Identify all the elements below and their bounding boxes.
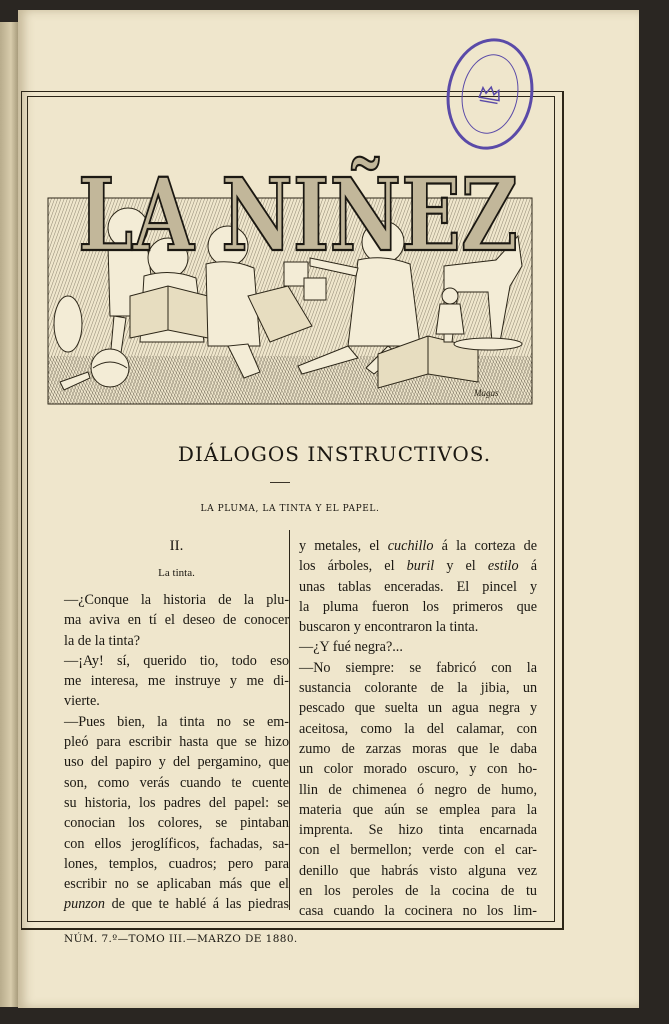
section-heading: La tinta.: [158, 567, 195, 579]
text-line: con ellos jeroglíficos, fachadas, sa-: [64, 835, 289, 852]
issue-footer: NÚM. 7.º—TOMO III.—MARZO DE 1880.: [64, 933, 298, 945]
text-line: buscaron y encontraron la tinta.: [299, 619, 479, 636]
text-line: —¡Ay! sí, querido tio, todo eso: [64, 652, 290, 669]
text-line: zumo de zarzas moras que le daba: [299, 740, 538, 757]
text-line: uso del papiro y del pergamino, que: [64, 754, 290, 771]
text-line: aceitosa, como la del calamar, con: [299, 720, 538, 737]
text-line: un color morado oscuro, y con ho-: [299, 761, 538, 778]
column-divider: [289, 530, 290, 910]
text-line: los árboles, el buril y el estilo á: [299, 558, 537, 575]
text-line: en los peroles de la cocina de tu: [299, 883, 538, 900]
masthead-illustration: [48, 146, 532, 404]
text-line: —Pues bien, la tinta no se em-: [64, 713, 289, 730]
text-line: ma aviva en tí el deseo de conocer: [64, 612, 290, 629]
right-column-lines: [299, 536, 537, 922]
section-number: II.: [169, 538, 184, 554]
text-line: me interesa, me instruye y me di-: [64, 673, 289, 690]
text-line: lones, templos, cuadros; pero para: [64, 855, 290, 872]
text-line: son, como verás cuando te cuente: [64, 774, 290, 791]
text-line: vierte.: [64, 693, 100, 710]
text-line: —¿Y fué negra?...: [299, 639, 403, 656]
text-line: casa cuando la cocinera no los lim-: [299, 903, 538, 920]
text-line: denillo que habrás visto alguna vez: [299, 862, 537, 879]
text-line: su historia, los padres del papel: se: [64, 794, 290, 811]
text-line: —¿Conque la historia de la plu-: [64, 592, 290, 608]
crown-emblem-icon: [473, 77, 508, 112]
right-text-column: [299, 536, 537, 922]
text-line: la pluma fueron los primeros que: [299, 598, 538, 615]
title-divider: [270, 482, 290, 483]
text-line: la de la tinta?: [64, 632, 141, 649]
text-line: punzon de que te hablé á las piedras: [64, 896, 289, 913]
text-line: pescado que suelta un agua negra y: [299, 700, 538, 717]
text-line: materia que aún se emplea para la: [299, 801, 538, 818]
text-line: unas tablas enceradas. El pincel y: [299, 578, 538, 595]
adjacent-page-edge: [0, 22, 18, 1007]
text-line: sustancia colorante de la jibia, un: [299, 680, 538, 697]
article-title: DIÁLOGOS INSTRUCTIVOS.: [177, 442, 492, 466]
article-subtitle: LA PLUMA, LA TINTA Y EL PAPEL.: [200, 504, 380, 514]
left-column-lines: [64, 590, 289, 915]
left-text-column: [64, 536, 289, 915]
text-line: —No siempre: se fabricó con la: [299, 659, 537, 676]
text-line: escribir no se aplicaban más que el: [64, 876, 289, 893]
text-line: pleó para escribir hasta que se hizo: [64, 734, 290, 751]
text-line: conocian los colores, se pintaban: [64, 815, 289, 832]
text-line: imprenta. Se hizo tinta encarnada: [299, 822, 538, 839]
text-line: llin de chimenea ó negro de humo,: [299, 781, 537, 798]
stamp-inner-ring: [455, 50, 524, 139]
text-line: y metales, el cuchillo á la corteza de: [299, 538, 538, 554]
masthead-title: LA NIÑEZ: [78, 156, 518, 274]
illustrator-signature: Magas: [474, 388, 499, 398]
text-line: con el bermellon; verde con el car-: [299, 842, 538, 859]
